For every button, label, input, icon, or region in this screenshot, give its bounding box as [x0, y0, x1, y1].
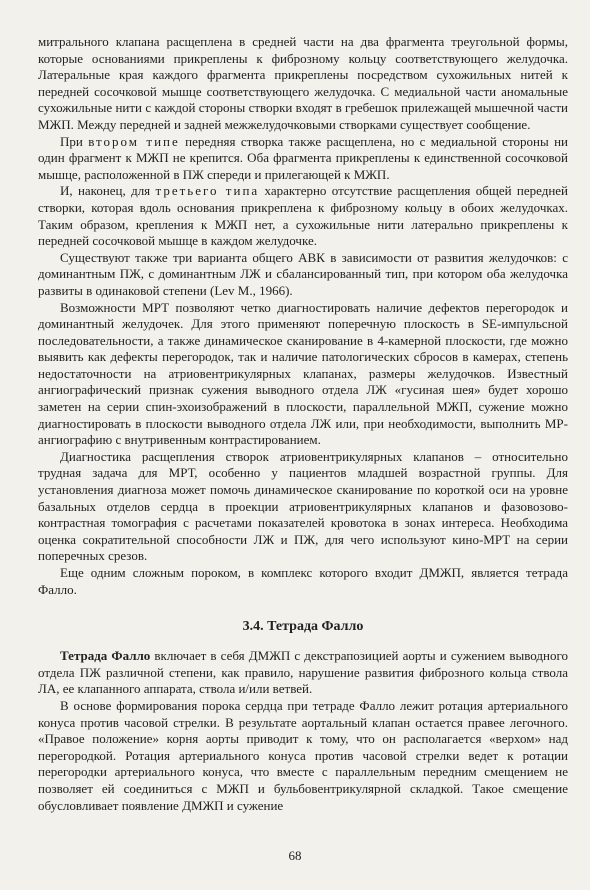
paragraph-7: Еще одним сложным пороком, в комплекс которого входит ДМЖП, является тетрада Фалло.: [38, 565, 568, 597]
paragraph-5: Возможности МРТ позволяют четко диагностировать наличие дефектов перегородок и доминантный желудочек. Для этого применяют поперечную плоскость в SE-импульсной последовательности, а также динамическое сканирование в 4-камерной плоскости, где можно выявить как дефекты перегородок, так и наличие патологических сбросов в камерах, степень недостаточности на атриовентрикулярных клапанах, размеры желудочков. Известный ангиографический признак сужения выводного отдела ЛЖ «гусиная шея» будет хорошо заметен на серии спин-эхоизображений в плоскости, параллельной МЖП, сужение можно диагностировать в плоскости выводного отдела ЛЖ или, при необходимости, выполнить МР-ангиографию с внутривенным контрастированием.: [38, 299, 568, 448]
paragraph-1: митрального клапана расщеплена в средней части на два фрагмента треугольной формы, которые основаниями прикреплены к фиброзному кольцу соответствующего желудочка. Латеральные края каждого фрагмента прикреплены посредством сухожильных нитей к передней сосочковой мышце соответствующего желудочка. С медиальной части аномальные сухожильные нити с каждой стороны створки входят в гребешок прилежащей мышечной части МЖП. Между передней и задней межжелудочковыми створками существует сообщение.: [38, 34, 568, 132]
bold-term: Тетрада Фалло: [60, 648, 151, 664]
spaced-term: третьего типа: [155, 183, 260, 199]
section-heading: 3.4. Тетрада Фалло: [242, 619, 364, 635]
page-number: 68: [288, 848, 302, 863]
spaced-term: втором типе: [88, 133, 180, 149]
section-paragraph-2: В основе формирования порока сердца при тетраде Фалло лежит ротация артериального конуса против часовой стрелки. В результате аортальный клапан остается правее легочного. «Правое положение» корня аорты приводит к тому, что он располагается «верхом» над перегородкой. Ротация артериального конуса против часовой стрелки ведет к ротации перегородки артериального конуса, что вместе с параллельным передним смещением не позволяет ей соединиться с МЖП и бульбовентрикулярной складкой. Такое смещение обусловливает появление ДМЖП и сужение: [38, 697, 568, 813]
paragraph-3: И, наконец, для третьего типа характерно отсутствие расщепления общей передней створки, которая вдоль основания прикреплена к фиброзному кольцу в обоих желудочках. Таким образом, крепления к МЖП нет, а сухожильные нити латерально прикреплены к передней сосочковой мышце в каждом желудочке.: [38, 183, 569, 249]
paragraph-2: При втором типе передняя створка также расщеплена, но с медиальной стороны ни один фрагмент к МЖП не крепится. Оба фрагмента прикреплены к единственной сосочковой мышце, расположенной в ПЖ спереди и прилегающей к МЖП.: [38, 133, 568, 182]
section-paragraph-1: Тетрада Фалло включает в себя ДМЖП с декстрапозицией аорты и сужением выводного отдела ПЖ различной степени, как правило, нарушение развития фиброзного кольца ствола ЛА, ее клапанного аппарата, ствола и/или ветвей.: [38, 648, 568, 697]
paragraph-6: Диагностика расщепления створок атриовентрикулярных клапанов – относительно трудная задача для МРТ, особенно у пациентов младшей возрастной группы. Для установления диагноза может помочь динамическое сканирование по короткой оси на уровне базальных отделов сердца в проекции атриовентрикулярных клапанов и фазовозово-контрастная томография с расчетами показателей кровотока в зонах интереса. Необходима оценка сократительной способности ЛЖ и ПЖ, для чего используют кино-МРТ на серии поперечных срезов.: [38, 448, 568, 564]
page-body: [38, 34, 568, 814]
paragraph-4: Существуют также три варианта общего АВК в зависимости от развития желудочков: с доминантным ПЖ, с доминантным ЛЖ и сбалансированный тип, при котором оба желудочка развиты в одинаковой степени (Lev M., 1966).: [38, 249, 568, 298]
